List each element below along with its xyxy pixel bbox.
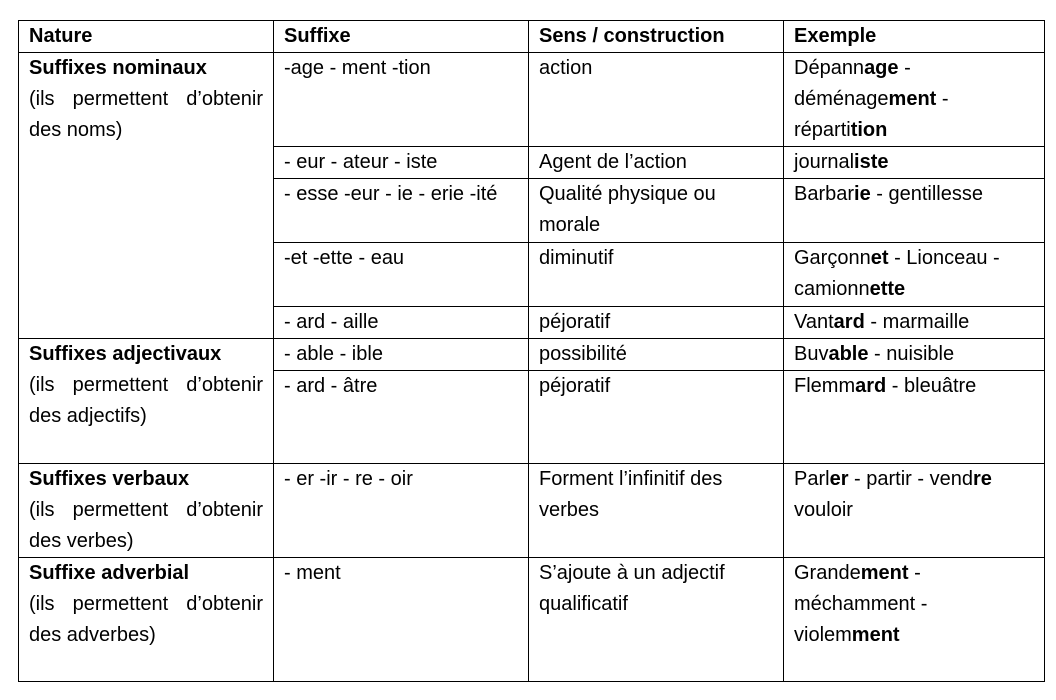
example-cell [784, 307, 1045, 339]
example-stem: Buv [794, 343, 829, 365]
table-row [19, 53, 1045, 147]
example-suffix: ie [854, 183, 871, 205]
suffix-cell: - esse -eur - ie - erie -ité [274, 179, 529, 243]
example-suffix: ment [860, 562, 909, 584]
example-separator: - bleu [886, 375, 942, 397]
example-separator: voul [794, 499, 831, 521]
header-exemple: Exemple [784, 21, 1045, 53]
example-stem: Garçonn [794, 247, 871, 269]
nature-desc: (ils permettent d’obtenir des verbes) [29, 499, 263, 552]
example-suffix: ment [888, 88, 937, 110]
example-suffix: age [864, 57, 899, 79]
header-sens: Sens / construction [529, 21, 784, 53]
example-cell [784, 243, 1045, 307]
suffix-cell: - ard - aille [274, 307, 529, 339]
nature-desc: (ils permettent d’obtenir des noms) [29, 88, 263, 141]
example-cell [784, 558, 1045, 682]
example-stem: Grande [794, 562, 861, 584]
example-stem: réparti [794, 119, 851, 141]
nature-nominaux [19, 53, 274, 339]
nature-desc: (ils permettent d’obtenir des adverbes) [29, 593, 263, 646]
sens-cell: diminutif [529, 243, 784, 307]
example-separator: - Lionc [888, 247, 955, 269]
example-stem: ir [900, 468, 912, 490]
nature-verbaux [19, 464, 274, 558]
header-suffixe: Suffixe [274, 21, 529, 53]
example-separator: - mécha [794, 562, 921, 615]
suffix-cell: - able - ible [274, 339, 529, 371]
suffix-cell: - eur - ateur - iste [274, 147, 529, 179]
nature-adjectivaux [19, 339, 274, 464]
sens-cell: Forment l’infinitif des verbes [529, 464, 784, 558]
example-suffix: tion [850, 119, 888, 141]
example-stem: Barbar [794, 183, 855, 205]
example-stem: aille [933, 311, 970, 333]
example-suffix: ard [855, 375, 887, 397]
example-stem: Parl [794, 468, 830, 490]
suffix-table [18, 20, 1045, 682]
example-separator: - marm [864, 311, 934, 333]
example-suffix: iste [854, 151, 889, 173]
example-separator: - [898, 57, 911, 79]
sens-cell: action [529, 53, 784, 147]
example-suffix: re [973, 468, 992, 490]
suffix-cell: - ment [274, 558, 529, 682]
example-stem: Dépann [794, 57, 865, 79]
sens-cell: S’ajoute à un adjectif qualificatif [529, 558, 784, 682]
example-stem: ible [922, 343, 955, 365]
nature-title: Suffixes verbaux [29, 468, 190, 490]
example-stem: âtre [941, 375, 977, 397]
nature-title: Suffixe adverbial [29, 562, 190, 584]
example-stem: oir [830, 499, 853, 521]
example-suffix: able [828, 343, 869, 365]
example-cell [784, 371, 1045, 464]
header-row [19, 21, 1045, 53]
example-cell [784, 339, 1045, 371]
nature-desc: (ils permettent d’obtenir des adjectifs) [29, 374, 263, 427]
nature-title: Suffixes adjectivaux [29, 343, 222, 365]
example-separator: - vend [911, 468, 973, 490]
example-suffix: ette [869, 278, 906, 300]
sens-cell: péjoratif [529, 307, 784, 339]
example-stem: Vant [794, 311, 834, 333]
suffix-cell: -age - ment -tion [274, 53, 529, 147]
suffix-cell: -et -ette - eau [274, 243, 529, 307]
example-stem: mment [854, 593, 916, 615]
table-row [19, 558, 1045, 682]
example-stem: esse [940, 183, 983, 205]
example-stem: eau [954, 247, 988, 269]
example-stem: déménage [794, 88, 889, 110]
sens-cell: Qualité physique ou morale [529, 179, 784, 243]
table-row [19, 464, 1045, 558]
nature-adverbial [19, 558, 274, 682]
example-cell [784, 53, 1045, 147]
example-suffix: er [829, 468, 849, 490]
sens-cell: Agent de l’action [529, 147, 784, 179]
example-cell [784, 147, 1045, 179]
example-cell [784, 179, 1045, 243]
example-separator: - camionn [794, 247, 1000, 300]
example-separator: - nuis [868, 343, 923, 365]
example-stem: Flemm [794, 375, 856, 397]
example-suffix: ment [851, 624, 900, 646]
nature-title: Suffixes nominaux [29, 57, 207, 79]
sens-cell: péjoratif [529, 371, 784, 464]
example-suffix: et [870, 247, 889, 269]
example-cell [784, 464, 1045, 558]
sens-cell: possibilité [529, 339, 784, 371]
suffix-cell: - ard - âtre [274, 371, 529, 464]
example-suffix: ard [833, 311, 865, 333]
table-row [19, 339, 1045, 371]
example-separator: - violem [794, 593, 928, 646]
example-separator: - gentill [870, 183, 941, 205]
example-separator: - [936, 88, 949, 110]
header-nature: Nature [19, 21, 274, 53]
example-stem: journal [794, 151, 855, 173]
example-separator: - part [848, 468, 901, 490]
suffix-cell: - er -ir - re - oir [274, 464, 529, 558]
